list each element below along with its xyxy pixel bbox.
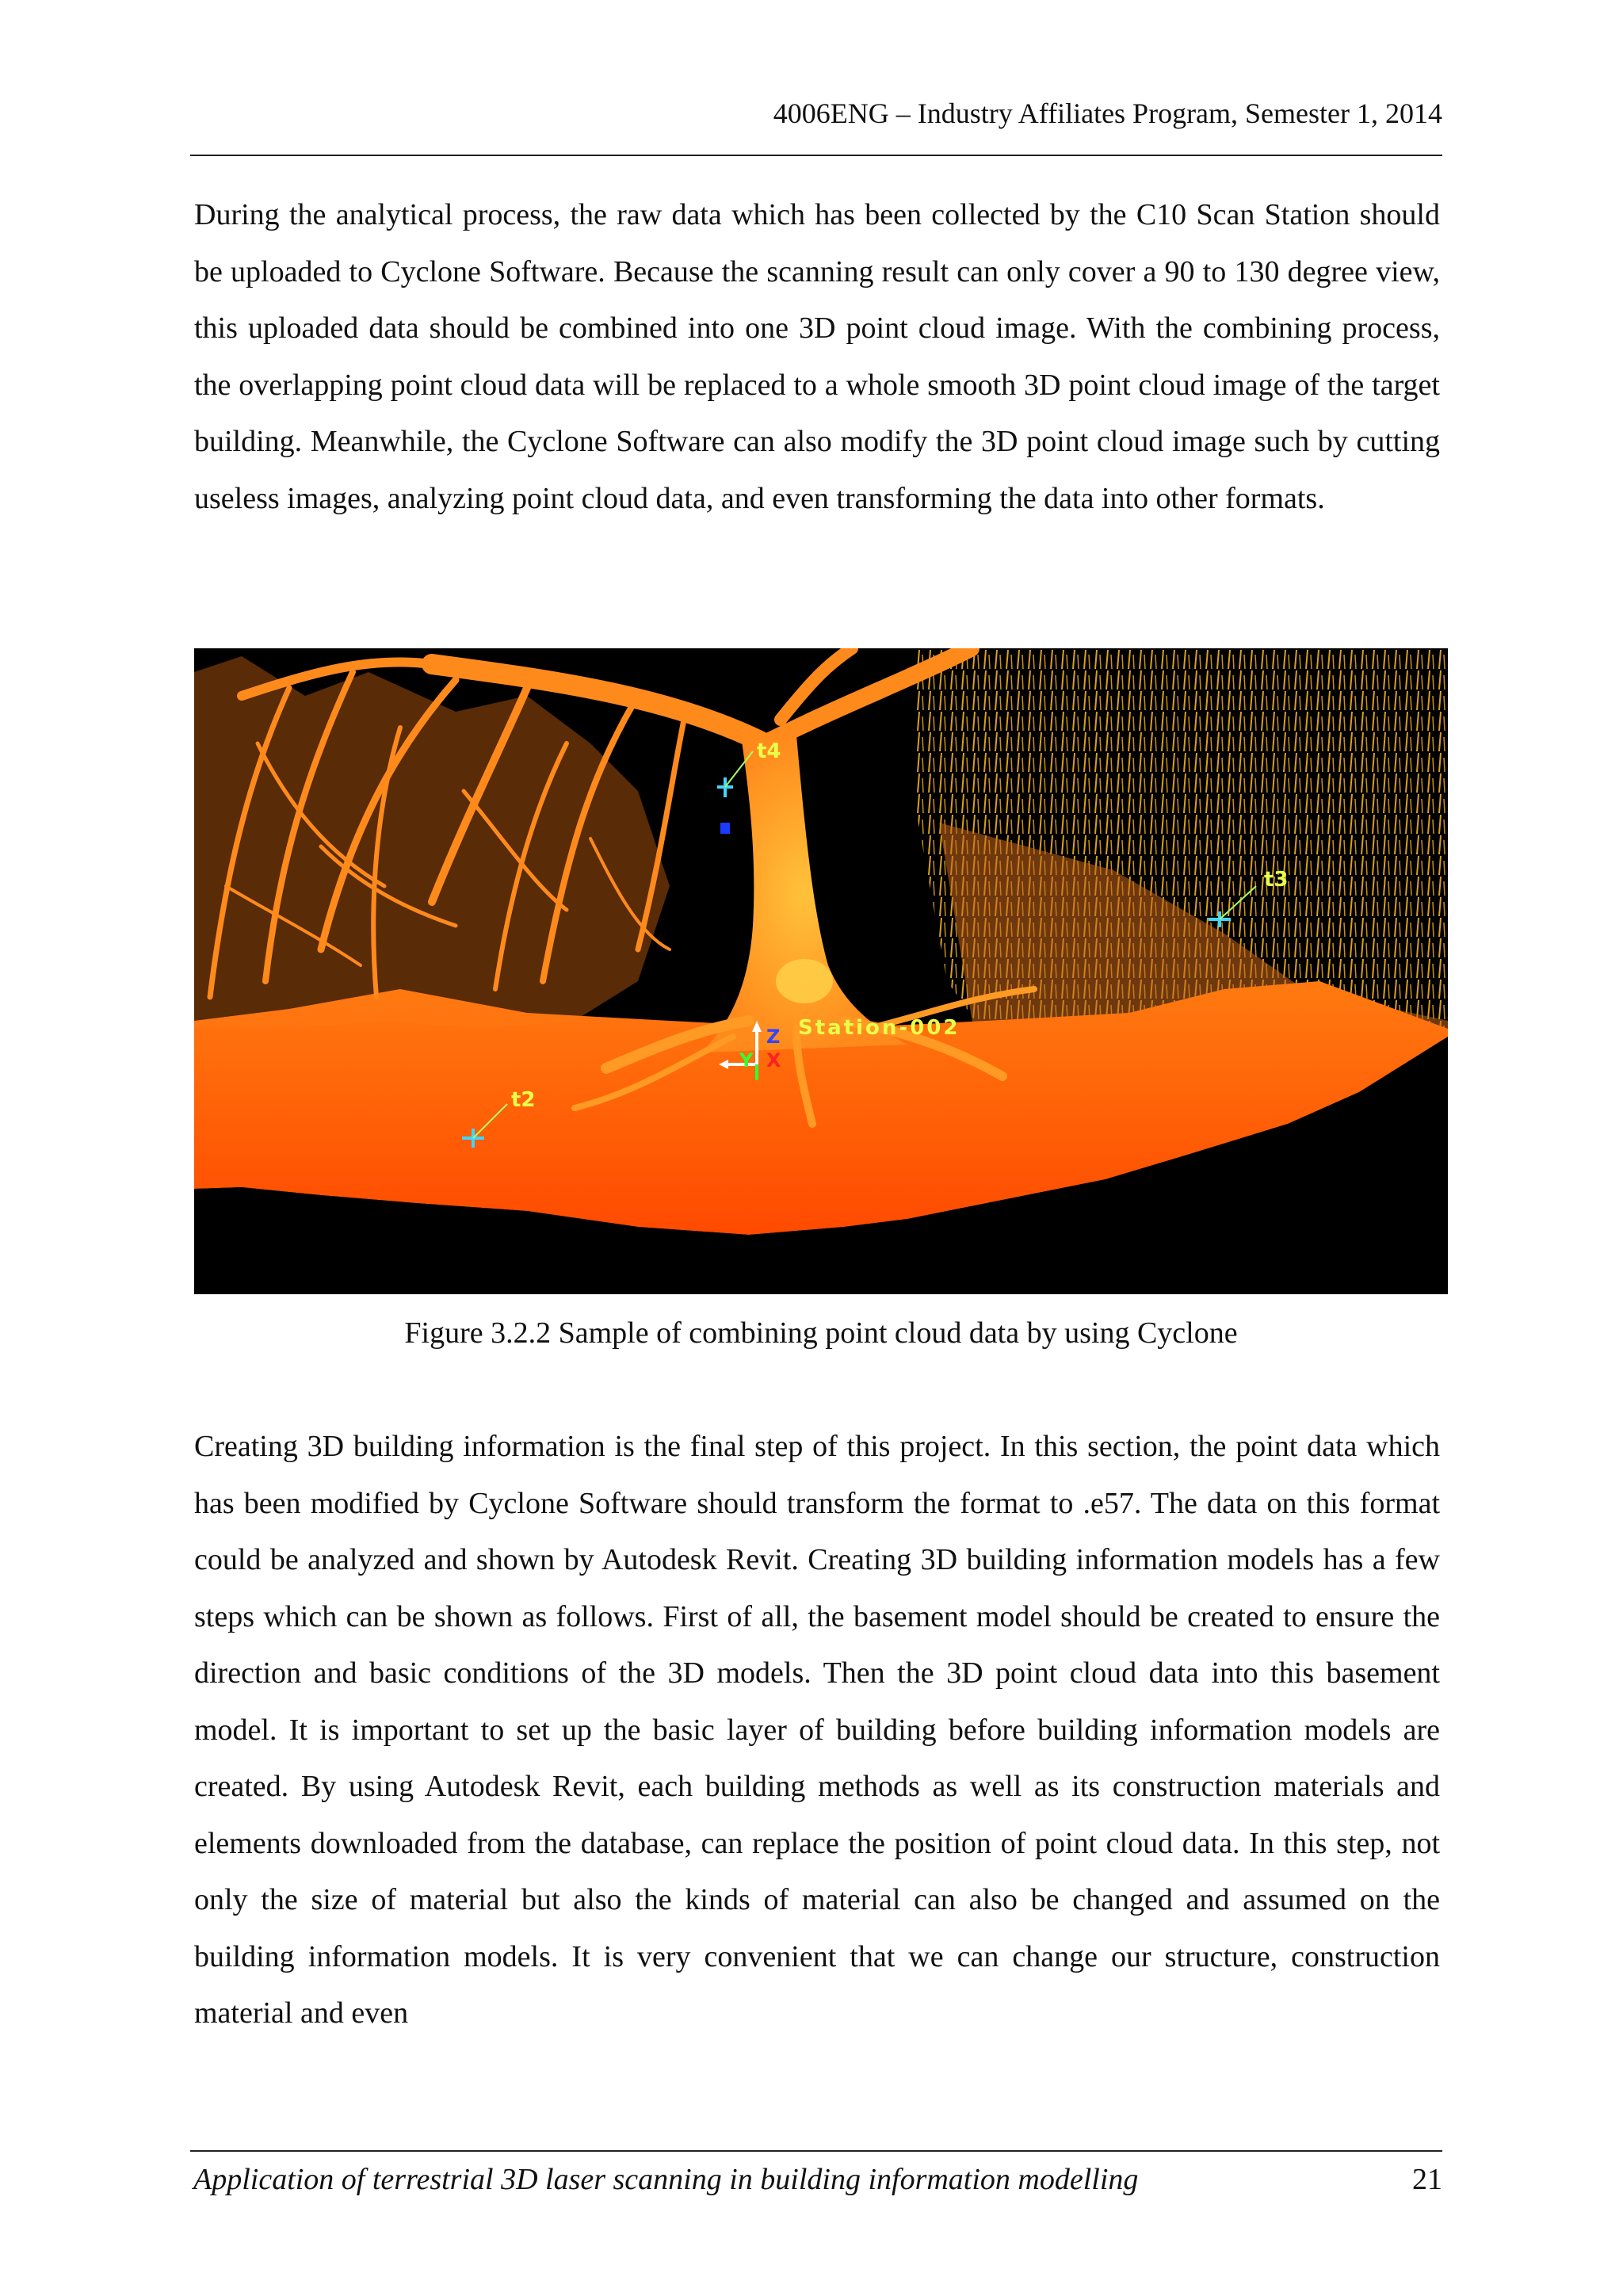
point-cloud-figure [194,648,1448,1294]
label-station: Station-002 [798,1016,960,1040]
running-header: 4006ENG – Industry Affiliates Program, Semester 1, 2014 [773,97,1442,129]
label-t2: t2 [511,1088,536,1112]
label-axis-z: Z [766,1026,781,1048]
footer-title: Application of terrestrial 3D laser scanning in building information modelling [193,2163,1139,2196]
body-paragraph-1: During the analytical process, the raw data which has been collected by the C10 Scan Station should be uploaded to Cyclone Software. Because the scanning result can only cover a 90 to 130 degree view, this uploaded data should be combined into one 3D point cloud image. With the combining process, the overlapping point cloud data will be replaced to a whole smooth 3D point cloud image of the target building. Meanwhile, the Cyclone Software can also modify the 3D point cloud image such by cutting useless images, analyzing point cloud data, and even transforming the data into other formats. [194,198,1440,515]
label-t4: t4 [757,739,781,763]
label-t3: t3 [1264,868,1289,892]
body-paragraph-2: Creating 3D building information is the final step of this project. In this section, the point data which has been modified by Cyclone Software should transform the format to .e57. The data on this format could be analyzed and shown by Autodesk Revit. Creating 3D building information models has a few steps which can be shown as follows. First of all, the basement model should be created to ensure the direction and basic conditions of the 3D models. Then the 3D point cloud data into this basement model. It is important to set up the basic layer of building before building information models are created. By using Autodesk Revit, each building methods as well as its construction materials and elements downloaded from the database, can replace the position of point cloud data. In this step, not only the size of material but also the kinds of material can also be changed and assumed on the building information models. It is very convenient that we can change our structure, construction material and even [194,1430,1440,2030]
trunk-highlight [776,959,833,1003]
point-cloud-image [194,648,1448,1294]
page-number: 21 [1412,2163,1442,2196]
header-rule [190,155,1442,156]
figure-caption: Figure 3.2.2 Sample of combining point cloud data by using Cyclone [404,1316,1238,1350]
label-axis-y: Y [739,1049,754,1072]
footer-rule [190,2150,1442,2152]
label-axis-x: X [766,1049,781,1072]
